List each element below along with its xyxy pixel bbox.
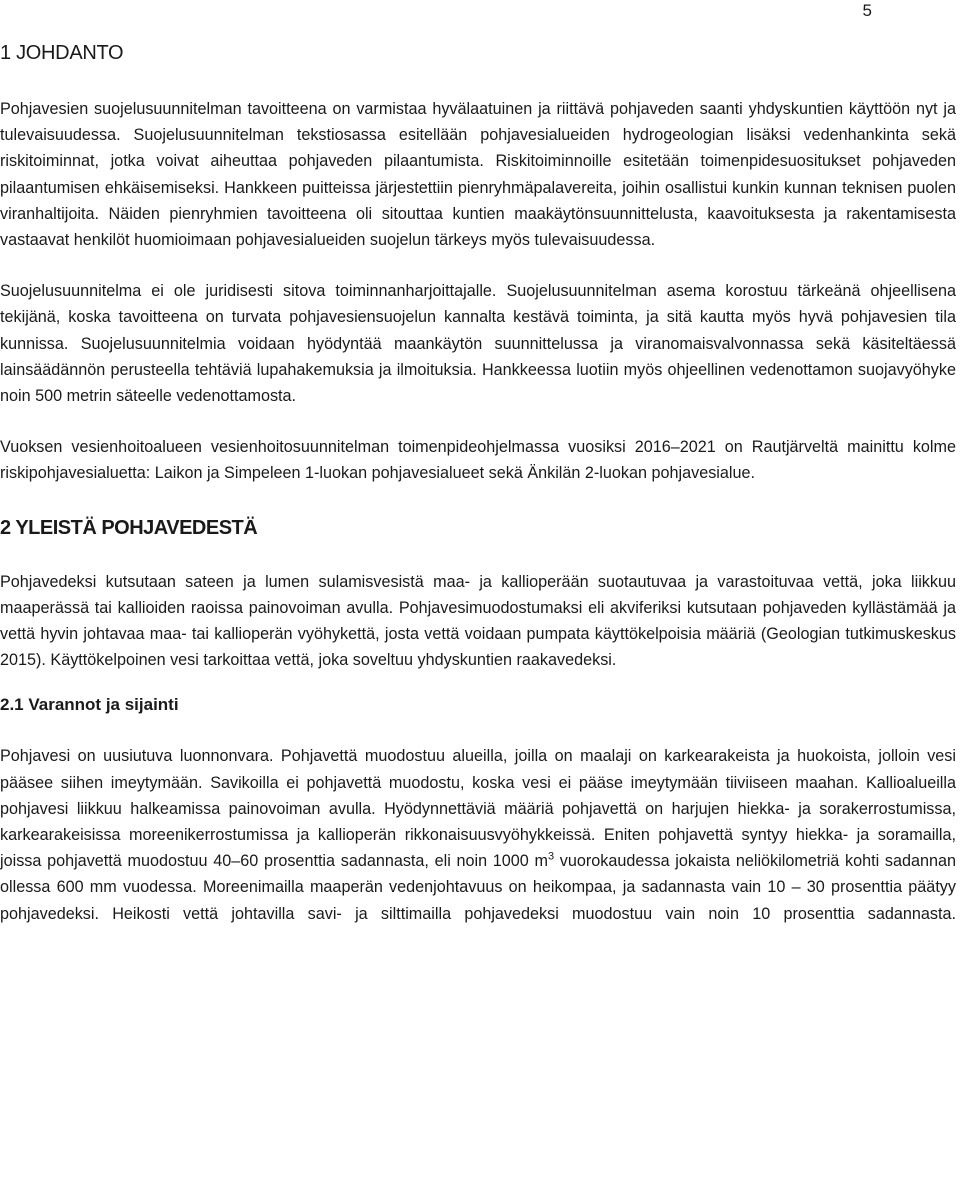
section-2-heading: 2 YLEISTÄ POHJAVEDESTÄ: [0, 516, 258, 539]
intro-paragraph-2: Suojelusuunnitelma ei ole juridisesti sitova toiminnanharjoittajalle. Suojelusuunnitelman asema korostuu tärkeänä ohjeellisena tekijänä, koska tavoitteena on turvata pohjavesiensuojelun kannalta kestävä toiminta, ja sitä kautta myös hyvä pohjavesien tila kunnissa. Suojelusuunnitelmia voidaan hyödyntää maankäytön suunnittelussa ja viranomaisvalvonnassa sekä käsiteltäessä lainsäädännön perusteella tehtäviä lupahakemuksia ja ilmoituksia. Hankkeessa luotiin myös ohjeellinen vedenottamon suojavyöhyke noin 500 metrin säteelle vedenottamosta.: [0, 282, 956, 406]
reserves-text-part-1: Pohjavesi on uusiutuva luonnonvara. Pohjavettä muodostuu alueilla, joilla on maalaji on karkearakeista ja huokoista, jolloin vesi pääsee siihen imeytymään. Savikoilla ei pohjavettä muodostu, koska vesi ei pääse imeytymään tiiviiseen maahan. Kallioalueilla pohjavesi liikkuu halkeamissa painovoiman avulla. Hyödynnettäviä määriä pohjavettä on harjujen hiekka- ja sorakerrostumissa, karkearakeisissa moreenikerrostumissa ja kallioperän rikkonaisuusvyöhykkeissä. Eniten pohjavettä syntyy hiekka- ja soramailla, joissa pohjavettä muodostuu 40–60 prosenttia sadannasta, eli noin 1000 m: [0, 747, 956, 871]
intro-paragraph-3: Vuoksen vesienhoitoalueen vesienhoitosuunnitelman toimenpideohjelmassa vuosiksi 2016–2021 on Rautjärveltä mainittu kolme riskipohjavesialuetta: Laikon ja Simpeleen 1-luokan pohjavesialueet sekä Änkilän 2-luokan pohjavesialue.: [0, 438, 956, 483]
cubic-superscript: 3: [547, 850, 555, 863]
reserves-paragraph: [0, 743, 956, 926]
section-1-heading: 1 JOHDANTO: [0, 42, 124, 64]
document-body: [0, 38, 956, 927]
section-2-1-heading: 2.1 Varannot ja sijainti: [0, 695, 179, 715]
page-number: 5: [862, 1, 872, 20]
intro-paragraph-1: Pohjavesien suojelusuunnitelman tavoitteena on varmistaa hyvälaatuinen ja riittävä pohjaveden saanti yhdyskuntien käyttöön nyt ja tulevaisuudessa. Suojelusuunnitelman tekstiosassa esitellään pohjavesialueiden hydrogeologian lisäksi vedenhankinta sekä riskitoiminnat, jotka voivat aiheuttaa pohjaveden pilaantumista. Riskitoiminnoille esitetään toimenpidesuositukset pohjaveden pilaantumisen ehkäisemiseksi. Hankkeen puitteissa järjestettiin pienryhmäpalavereita, joihin osallistui kunkin kunnan teknisen puolen viranhaltijoita. Näiden pienryhmien tavoitteena oli sitouttaa kuntien maakäytönsuunnittelusta, kaavoituksesta ja rakentamisesta vastaavat henkilöt huomioimaan pohjavesialueiden suojelun tärkeys myös tulevaisuudessa.: [0, 100, 956, 250]
general-paragraph-1: Pohjavedeksi kutsutaan sateen ja lumen sulamisvesistä maa- ja kallioperään suotautuvaa ja varastoituvaa vettä, joka liikkuu maaperässä tai kallioiden raoissa painovoiman avulla. Pohjavesimuodostumaksi eli akviferiksi kutsutaan pohjaveden kyllästämää ja vettä hyvin johtavaa maa- tai kallioperän vyöhykettä, josta vettä voidaan pumpata käyttökelpoisia määriä (Geologian tutkimuskeskus 2015). Käyttökelpoinen vesi tarkoittaa vettä, joka soveltuu yhdyskuntien raakavedeksi.: [0, 572, 956, 670]
reserves-text-part-2: vuorokaudessa jokaista neliökilometriä kohti sadannan ollessa 600 mm vuodessa. Moreenimailla maaperän vedenjohtavuus on heikompaa, ja sadannasta vain 10 – 30 prosenttia päätyy pohjavedeksi. Heikosti vettä johtavilla savi- ja silttimailla pohjavedeksi muodostuu vain noin 10 prosenttia sadannasta.: [0, 852, 956, 923]
